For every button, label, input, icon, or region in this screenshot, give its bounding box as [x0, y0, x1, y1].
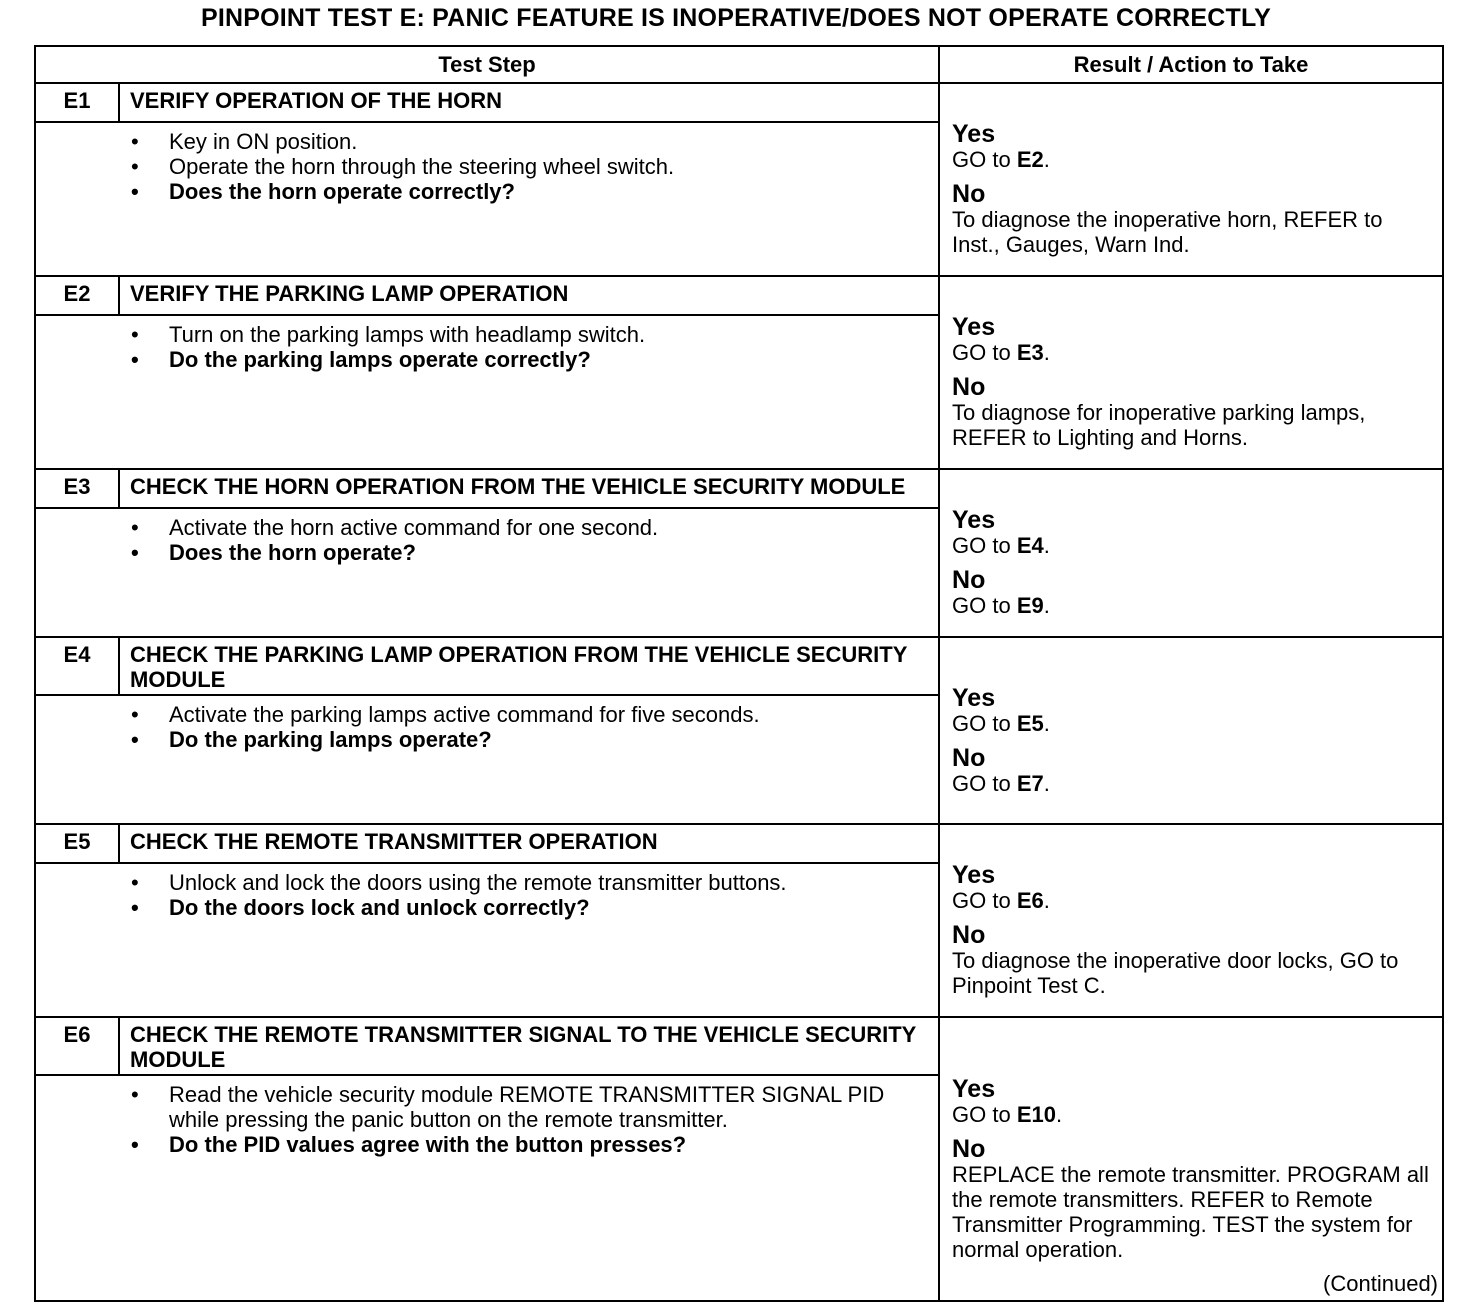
yes-label: Yes: [952, 861, 996, 889]
no-label: No: [952, 373, 986, 401]
step-result: [939, 637, 1443, 824]
instruction-item: • Activate the parking lamps active command for five seconds.: [131, 702, 928, 727]
step-id: E3: [35, 469, 119, 508]
test-step-heading-row: [35, 637, 1443, 695]
page-title: PINPOINT TEST E: PANIC FEATURE IS INOPERATIVE/DOES NOT OPERATE CORRECTLY: [200, 4, 1272, 32]
no-action: [952, 400, 1434, 450]
step-instructions: [35, 315, 939, 469]
yes-label: Yes: [952, 120, 996, 148]
yes-action: [952, 147, 1434, 172]
test-step-heading-row: [35, 83, 1443, 122]
instruction-list: [131, 129, 928, 204]
instruction-question: • Does the horn operate correctly?: [131, 179, 928, 204]
yes-suffix: .: [1043, 340, 1050, 365]
yes-label: Yes: [952, 506, 996, 534]
instruction-list: [131, 870, 928, 920]
yes-prefix: GO to: [952, 340, 1017, 365]
step-id: E4: [35, 637, 119, 695]
yes-label: Yes: [952, 683, 996, 712]
instruction-item: • Turn on the parking lamps with headlamp switch.: [131, 322, 928, 347]
step-result: [939, 824, 1443, 1017]
continued-note: (Continued): [1323, 1271, 1438, 1296]
instruction-item: • Operate the horn through the steering wheel switch.: [131, 154, 928, 179]
yes-prefix: GO to: [952, 533, 1017, 558]
no-target: E9: [1016, 593, 1044, 618]
yes-prefix: GO to: [952, 710, 1017, 736]
step-result: [939, 469, 1443, 637]
no-action: [952, 771, 1434, 796]
yes-prefix: GO to: [952, 1101, 1017, 1127]
instruction-question: • Do the parking lamps operate correctly?: [131, 347, 928, 372]
yes-action: [952, 1102, 1434, 1127]
no-prefix: GO to: [952, 770, 1017, 796]
yes-suffix: .: [1055, 1101, 1063, 1127]
yes-target: E2: [1016, 147, 1044, 172]
yes-target: E6: [1016, 888, 1044, 913]
yes-action: [952, 888, 1434, 913]
instruction-question: • Do the PID values agree with the button presses?: [131, 1132, 928, 1157]
yes-suffix: .: [1043, 533, 1050, 558]
yes-suffix: .: [1043, 147, 1050, 172]
instruction-list: [131, 702, 928, 752]
yes-target: E5: [1016, 710, 1044, 736]
no-target: E7: [1016, 770, 1044, 796]
step-id: E5: [35, 824, 119, 863]
no-prefix: GO to: [952, 593, 1017, 618]
no-suffix: .: [1043, 593, 1050, 618]
result-header: Result / Action to Take: [939, 46, 1443, 83]
no-prefix: To diagnose the inoperative horn, REFER to Inst., Gauges, Warn Ind.: [952, 207, 1383, 257]
yes-suffix: .: [1043, 888, 1050, 913]
instruction-item: • Unlock and lock the doors using the remote transmitter buttons.: [131, 870, 928, 895]
step-heading: CHECK THE REMOTE TRANSMITTER SIGNAL TO THE VEHICLE SECURITY MODULE: [119, 1017, 939, 1075]
instruction-question: • Do the doors lock and unlock correctly?: [131, 895, 928, 920]
step-id: E1: [35, 83, 119, 122]
step-result: [939, 1017, 1443, 1301]
yes-target: E10: [1016, 1101, 1056, 1127]
instruction-list: [131, 515, 928, 565]
step-instructions: [35, 863, 939, 1017]
no-prefix: To diagnose for inoperative parking lamps, REFER to Lighting and Horns.: [952, 400, 1366, 450]
step-id: E6: [35, 1017, 119, 1075]
yes-action: [952, 340, 1434, 365]
step-result: [939, 83, 1443, 276]
no-action: [952, 593, 1434, 618]
yes-label: Yes: [952, 1074, 996, 1103]
test-step-header: Test Step: [35, 46, 939, 83]
test-step-heading-row: [35, 276, 1443, 315]
no-label: No: [952, 566, 986, 594]
step-id: E2: [35, 276, 119, 315]
no-prefix: REPLACE the remote transmitter. PROGRAM all the remote transmitters. REFER to Remote Transmitter Programming. TEST the system for normal operation.: [952, 1161, 1429, 1262]
no-prefix: To diagnose the inoperative door locks, GO to Pinpoint Test C.: [952, 948, 1399, 998]
instruction-list: [131, 322, 928, 372]
no-action: [952, 1162, 1434, 1262]
table-header-row: [35, 46, 1443, 83]
instruction-item: • Activate the horn active command for one second.: [131, 515, 928, 540]
yes-target: E3: [1016, 340, 1044, 365]
no-suffix: .: [1043, 770, 1050, 796]
instruction-item: • Key in ON position.: [131, 129, 928, 154]
test-step-heading-row: [35, 824, 1443, 863]
instruction-item: • Read the vehicle security module REMOTE TRANSMITTER SIGNAL PID while pressing the panic button on the remote transmitter.: [131, 1082, 928, 1132]
no-action: [952, 948, 1434, 998]
test-step-heading-row: [35, 1017, 1443, 1075]
step-heading: CHECK THE PARKING LAMP OPERATION FROM THE VEHICLE SECURITY MODULE: [119, 637, 939, 695]
instruction-list: [131, 1082, 928, 1157]
yes-prefix: GO to: [952, 147, 1017, 172]
no-label: No: [952, 743, 986, 772]
instruction-question: • Does the horn operate?: [131, 540, 928, 565]
step-heading: CHECK THE REMOTE TRANSMITTER OPERATION: [119, 824, 939, 863]
yes-suffix: .: [1043, 710, 1050, 736]
no-label: No: [952, 1134, 986, 1163]
step-instructions: [35, 1075, 939, 1301]
step-heading: VERIFY THE PARKING LAMP OPERATION: [119, 276, 939, 315]
step-instructions: [35, 122, 939, 276]
yes-target: E4: [1016, 533, 1044, 558]
step-result: [939, 276, 1443, 469]
step-instructions: [35, 695, 939, 824]
yes-prefix: GO to: [952, 888, 1017, 913]
no-label: No: [952, 180, 986, 208]
test-step-heading-row: [35, 469, 1443, 508]
yes-action: [952, 533, 1434, 558]
step-heading: CHECK THE HORN OPERATION FROM THE VEHICLE SECURITY MODULE: [119, 469, 939, 508]
no-label: No: [952, 921, 986, 949]
instruction-question: • Do the parking lamps operate?: [131, 727, 928, 752]
pinpoint-test-table: [34, 45, 1444, 1302]
yes-label: Yes: [952, 313, 996, 341]
yes-action: [952, 711, 1434, 736]
step-instructions: [35, 508, 939, 637]
step-heading: VERIFY OPERATION OF THE HORN: [119, 83, 939, 122]
no-action: [952, 207, 1434, 257]
